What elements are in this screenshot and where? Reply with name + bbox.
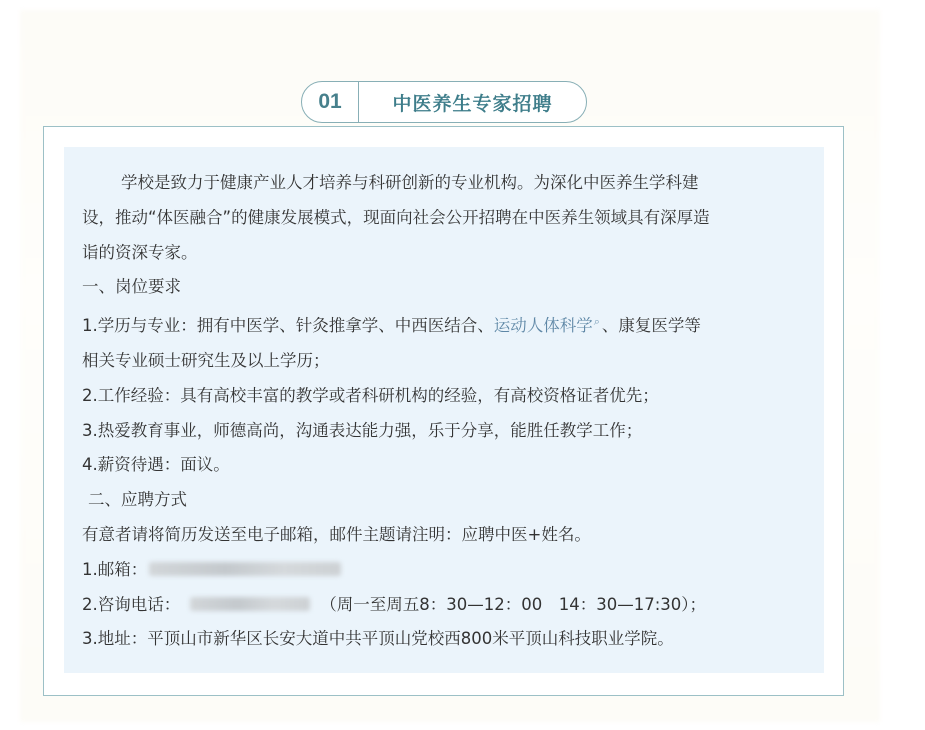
redacted-phone bbox=[190, 597, 310, 611]
requirement-ethics: 3.热爱教育事业，师德高尚，沟通表达能力强，乐于分享，能胜任教学工作； bbox=[82, 420, 643, 440]
job-description bbox=[82, 166, 810, 657]
phone-hours: （周一至周五8：30—12：00 14：30—17:30）； bbox=[320, 594, 707, 614]
section-heading-requirements: 一、岗位要求 bbox=[82, 277, 181, 297]
requirement-text: 1.学历与专业：拥有中医学、针灸推拿学、中西医结合、 bbox=[82, 316, 494, 336]
contact-email bbox=[82, 553, 810, 588]
keyword-link[interactable]: 运动人体科学 bbox=[493, 316, 593, 336]
section-number: 01 bbox=[318, 90, 342, 113]
requirement-salary: 4.薪资待遇：面议。 bbox=[82, 455, 230, 475]
intro-paragraph-line: 诣的资深专家。 bbox=[82, 242, 198, 262]
section-heading-application: 二、应聘方式 bbox=[88, 490, 187, 510]
requirement-experience: 2.工作经验：具有高校丰富的教学或者科研机构的经验，有高校资格证者优先； bbox=[82, 385, 659, 405]
intro-paragraph-line: 学校是致力于健康产业人才培养与科研创新的专业机构。为深化中医养生学科建 bbox=[121, 173, 699, 192]
application-instructions: 有意者请将简历发送至电子邮箱，邮件主题请注明：应聘中医+姓名。 bbox=[82, 524, 591, 544]
section-title-pill bbox=[301, 81, 587, 123]
section-title: 中医养生专家招聘 bbox=[392, 92, 553, 115]
contact-phone bbox=[82, 588, 810, 623]
requirement-education-cont: 相关专业硕士研究生及以上学历； bbox=[82, 350, 330, 370]
requirement-text: 、康复医学等 bbox=[601, 316, 701, 336]
requirement-education bbox=[82, 305, 810, 344]
intro-paragraph-line: 设，推动“体医融合”的健康发展模式，现面向社会公开招聘在中医养生领域具有深厚造 bbox=[82, 207, 710, 227]
email-label: 1.邮箱： bbox=[82, 559, 148, 579]
contact-address: 3.地址：平顶山市新华区长安大道中共平顶山党校西800米平顶山科技职业学院。 bbox=[82, 629, 674, 649]
search-icon[interactable]: ⌕ bbox=[593, 315, 600, 329]
phone-label: 2.咨询电话： bbox=[82, 594, 181, 614]
redacted-email bbox=[149, 562, 341, 576]
